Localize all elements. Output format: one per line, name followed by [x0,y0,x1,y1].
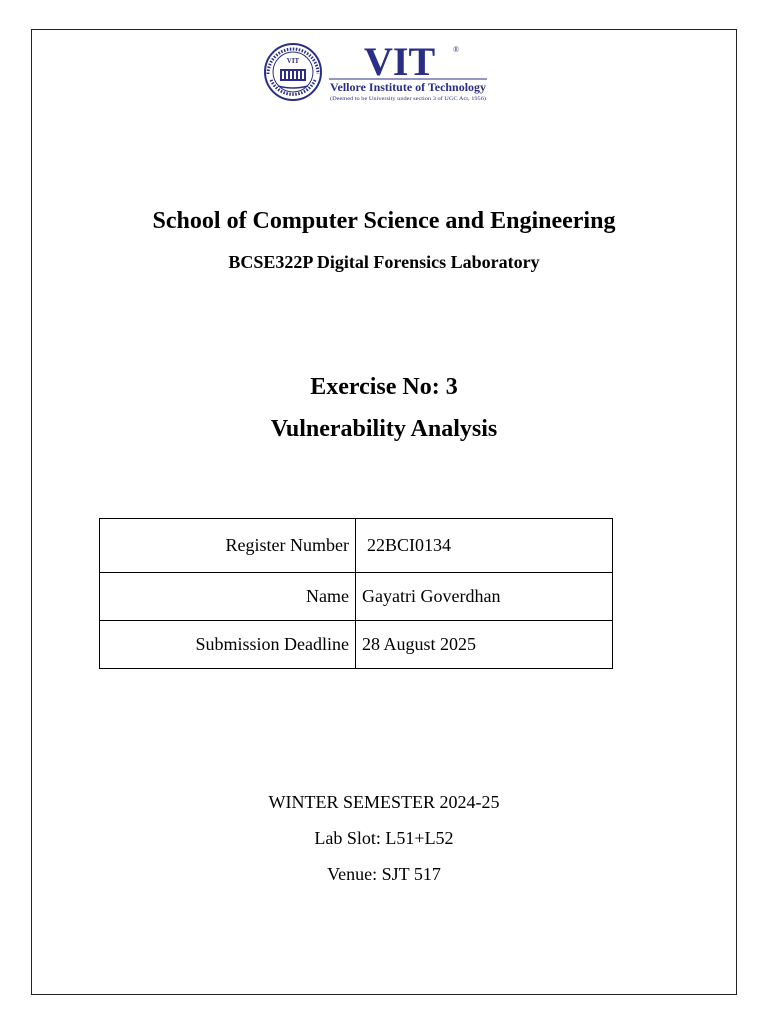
school-title: School of Computer Science and Engineering [152,208,616,234]
course-title: BCSE322P Digital Forensics Laboratory [228,252,540,272]
vit-logo-graphic [263,42,489,104]
semester-text: WINTER SEMESTER 2024-25 [268,792,500,812]
deadline-label: Submission Deadline [100,621,356,669]
deadline-value: 28 August 2025 [356,621,613,669]
institute-name: Vellore Institute of Technology [330,82,487,94]
exercise-number: Exercise No: 3 [310,374,458,400]
venue-text: Venue: SJT 517 [327,864,441,884]
vit-wordmark: VIT [364,42,436,84]
seal-text: VIT [286,57,300,65]
seal-icon [265,44,321,100]
page-border [31,29,737,995]
table-row [100,621,613,669]
institute-tagline: (Deemed to be University under section 3 of UGC Act, 1956) [330,96,466,102]
register-number-label: Register Number [100,519,356,573]
vit-logo [263,42,489,104]
registered-mark: ® [453,45,460,54]
table-row [100,573,613,621]
exercise-title: Vulnerability Analysis [270,416,498,442]
lab-slot-text: Lab Slot: L51+L52 [314,828,454,848]
register-number-value: 22BCI0134 [356,519,613,573]
table-row [100,519,613,573]
name-label: Name [100,573,356,621]
name-value: Gayatri Goverdhan [356,573,613,621]
student-details-table [99,518,613,669]
